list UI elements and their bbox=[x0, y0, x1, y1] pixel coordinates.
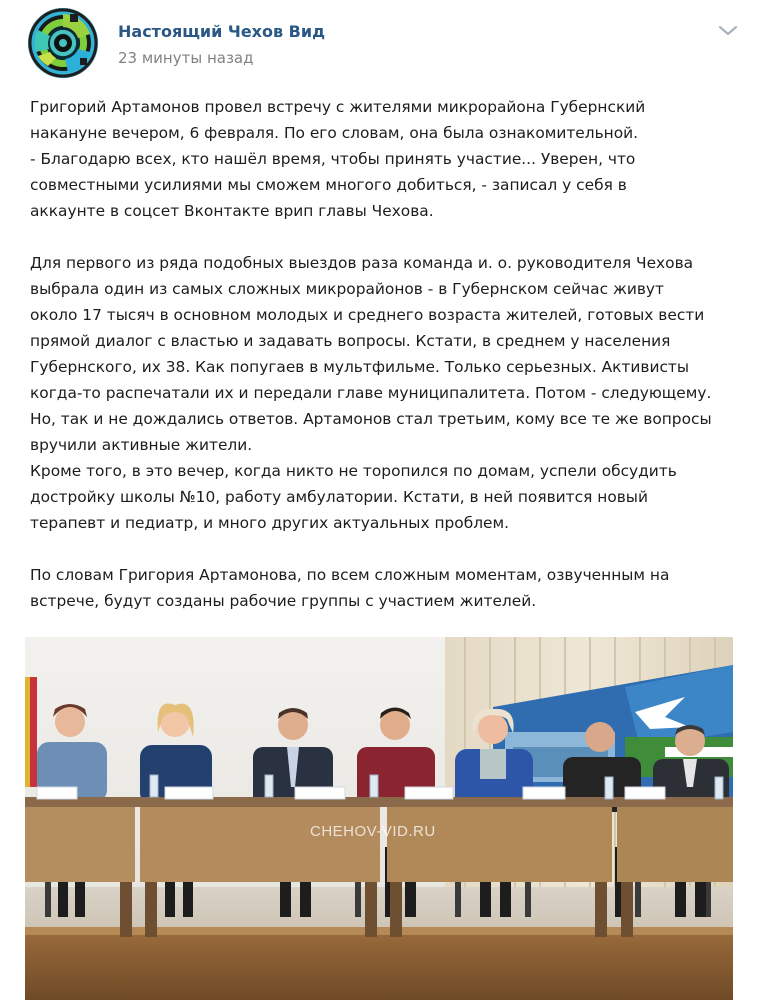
text-line: прямой диалог с властью и задавать вопросы. Кстати, в среднем у населения bbox=[30, 332, 671, 350]
avatar-logo-icon bbox=[28, 8, 98, 78]
text-line: накануне вечером, 6 февраля. По его словам, она была ознакомительной. bbox=[30, 124, 639, 142]
meeting-photo-illustration bbox=[25, 637, 733, 1000]
post-header bbox=[0, 0, 758, 90]
post-author[interactable]: Настоящий Чехов Вид bbox=[118, 22, 326, 41]
post-time[interactable]: 23 минуты назад bbox=[118, 49, 254, 67]
text-line: около 17 тысяч в основном молодых и среднего возраста жителей, готовых вести bbox=[30, 306, 705, 324]
text-line: Для первого из ряда подобных выездов раза команда и. о. руководителя Чехова bbox=[30, 254, 694, 272]
text-line: - Благодарю всех, кто нашёл время, чтобы принять участие... Уверен, что bbox=[30, 150, 636, 168]
paragraph-gap bbox=[30, 536, 742, 562]
chevron-down-icon[interactable] bbox=[716, 22, 740, 40]
post-photo[interactable] bbox=[25, 637, 733, 1000]
photo-watermark: CHEHOV-VID.RU bbox=[310, 823, 436, 840]
text-line: совместными усилиями мы сможем многого добиться, - записал у себя в bbox=[30, 176, 627, 194]
text-line: аккаунте в соцсет Вконтакте врип главы Чехова. bbox=[30, 202, 434, 220]
paragraph-gap bbox=[30, 224, 742, 250]
text-line: терапевт и педиатр, и много других актуальных проблем. bbox=[30, 514, 510, 532]
text-line: Кроме того, в это вечер, когда никто не торопился по домам, успели обсудить bbox=[30, 462, 677, 480]
text-line: Губернского, их 38. Как попугаев в мультфильме. Только серьезных. Активисты bbox=[30, 358, 690, 376]
text-line: выбрала один из самых сложных микрорайонов - в Губернском сейчас живут bbox=[30, 280, 664, 298]
group-avatar[interactable] bbox=[28, 8, 98, 78]
text-line: достройку школы №10, работу амбулатории. Кстати, в ней появится новый bbox=[30, 488, 648, 506]
text-line: когда-то распечатали их и передали главе муниципалитета. Потом - следующему. bbox=[30, 384, 712, 402]
text-line: Но, так и не дождались ответов. Артамонов стал третьим, кому все те же вопросы bbox=[30, 410, 712, 428]
text-line: встрече, будут созданы рабочие группы с участием жителей. bbox=[30, 592, 537, 610]
post-text bbox=[30, 94, 742, 614]
text-line: По словам Григория Артамонова, по всем сложным моментам, озвученным на bbox=[30, 566, 670, 584]
text-line: вручили активные жители. bbox=[30, 436, 253, 454]
text-line: Григорий Артамонов провел встречу с жителями микрорайона Губернский bbox=[30, 98, 646, 116]
